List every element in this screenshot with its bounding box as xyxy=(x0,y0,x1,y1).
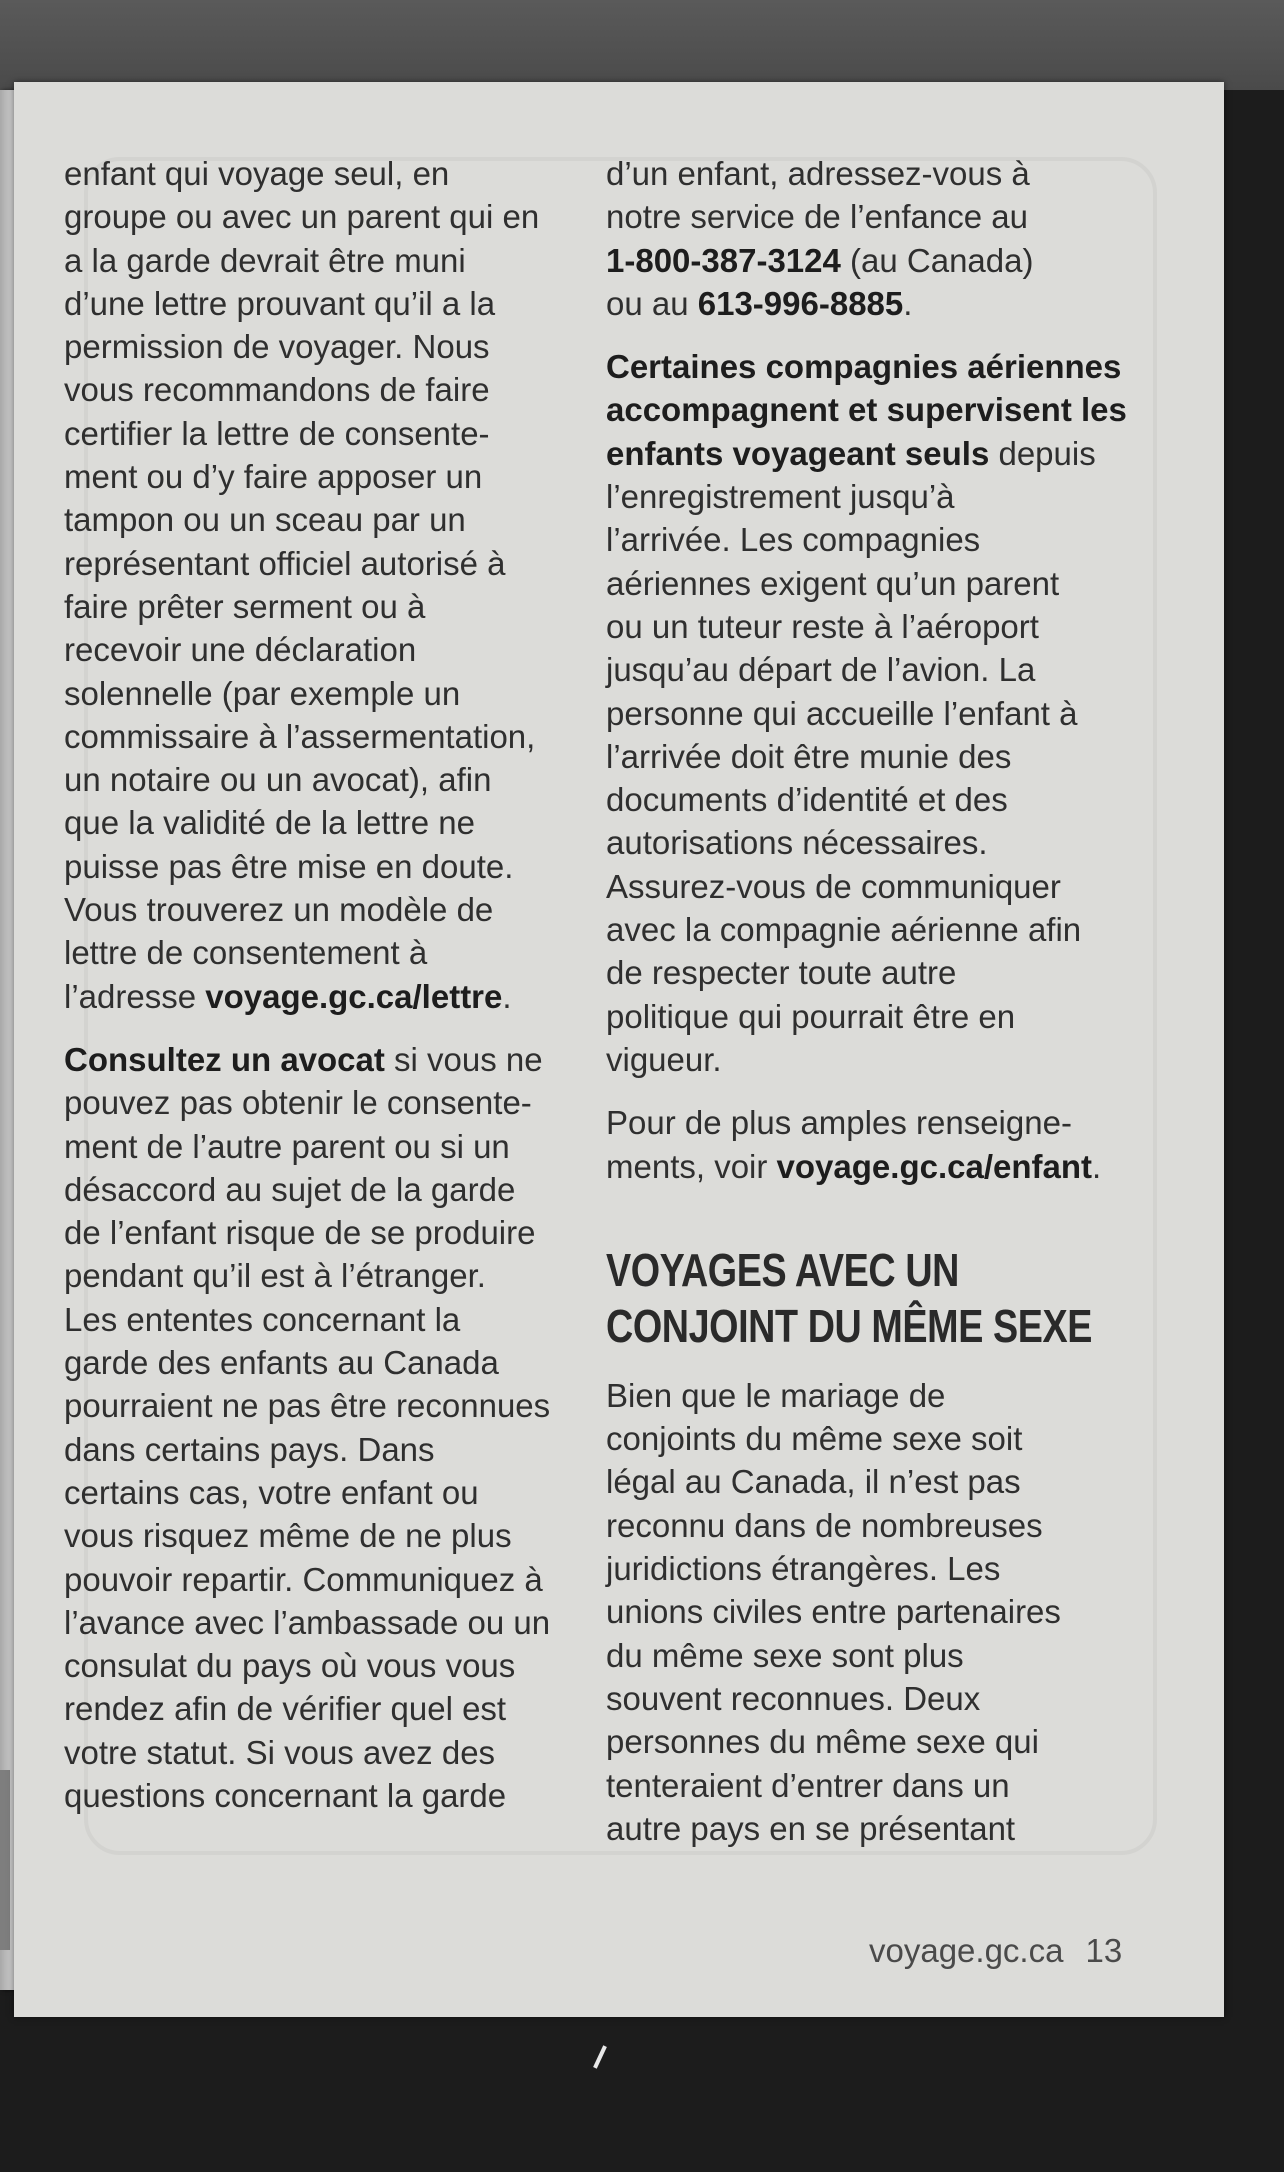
text-line: recevoir une déclaration xyxy=(64,631,417,669)
text-line: l’adresse xyxy=(64,977,206,1015)
punctuation: . xyxy=(502,977,512,1015)
section-heading xyxy=(606,1242,1172,1354)
text-line: de l’enfant risque de se produire xyxy=(64,1214,536,1252)
text-line: tenteraient d’entrer dans un xyxy=(606,1766,1010,1804)
same-sex-paragraph xyxy=(606,1374,1166,1850)
text-line: ou au xyxy=(606,284,698,322)
text-line: garde des enfants au Canada xyxy=(64,1344,499,1382)
text-line: enfant qui voyage seul, en xyxy=(64,155,450,192)
text-line: représentant officiel autorisé à xyxy=(64,544,506,582)
text-line: groupe ou avec un parent qui en xyxy=(64,198,540,236)
letter-link[interactable]: voyage.gc.ca/lettre xyxy=(205,977,503,1015)
text-line: ment de l’autre parent ou si un xyxy=(64,1127,510,1165)
text-line: Bien que le mariage de xyxy=(606,1376,946,1414)
text-line: faire prêter serment ou à xyxy=(64,587,426,625)
text-line: pendant qu’il est à l’étranger. xyxy=(64,1257,486,1295)
left-column xyxy=(64,152,609,1837)
child-link[interactable]: voyage.gc.ca/enfant xyxy=(776,1147,1092,1185)
heading-line: VOYAGES AVEC UN xyxy=(606,1243,959,1296)
text-line: légal au Canada, il n’est pas xyxy=(606,1463,1021,1501)
text-line: documents d’identité et des xyxy=(606,781,1008,819)
text-line: du même sexe sont plus xyxy=(606,1636,964,1674)
more-info-paragraph xyxy=(606,1101,1166,1188)
heading-line: CONJOINT DU MÊME SEXE xyxy=(606,1299,1093,1352)
right-column xyxy=(606,152,1166,1870)
text-line: que la validité de la lettre ne xyxy=(64,804,475,842)
text-line: l’arrivée. Les compagnies xyxy=(606,521,981,559)
airlines-bold-last: enfants voyageant seuls xyxy=(606,434,990,472)
page-number: 13 xyxy=(1085,1932,1123,1969)
text-line: Assurez-vous de communiquer xyxy=(606,867,1061,905)
page-footer xyxy=(869,1932,1122,1970)
punctuation: . xyxy=(903,284,913,322)
text-line: votre statut. Si vous avez des xyxy=(64,1733,496,1771)
backdrop-mark xyxy=(593,2045,607,2068)
text-line: vigueur. xyxy=(606,1040,722,1078)
text-line: d’une lettre prouvant qu’il a la xyxy=(64,284,496,322)
footer-site: voyage.gc.ca xyxy=(869,1932,1064,1969)
punctuation: . xyxy=(1092,1147,1102,1185)
airlines-paragraph xyxy=(606,345,1166,1081)
text-line: pouvez pas obtenir le consente- xyxy=(64,1084,532,1122)
text-line: autre pays en se présentant xyxy=(606,1809,1016,1847)
text-line: rendez afin de vérifier quel est xyxy=(64,1690,507,1728)
text-line: aériennes exigent qu’un parent xyxy=(606,564,1060,602)
text-line: avec la compagnie aérienne afin xyxy=(606,911,1082,949)
text-line: pourraient ne pas être reconnues xyxy=(64,1387,551,1425)
phone-canada: 1-800-387-3124 xyxy=(606,241,841,279)
child-service-paragraph xyxy=(606,152,1166,325)
text-line: questions concernant la garde xyxy=(64,1776,507,1814)
text-line: d’un enfant, adressez-vous à xyxy=(606,155,1030,192)
text-line: politique qui pourrait être en xyxy=(606,997,1016,1035)
text-line: ment ou d’y faire apposer un xyxy=(64,458,483,496)
text-line: un notaire ou un avocat), afin xyxy=(64,761,492,799)
text-line: depuis xyxy=(989,434,1096,472)
text-line: juridictions étrangères. Les xyxy=(606,1550,1001,1588)
text-line: unions civiles entre partenaires xyxy=(606,1593,1061,1631)
text-line: consulat du pays où vous vous xyxy=(64,1647,516,1685)
text-line: notre service de l’enfance au xyxy=(606,198,1028,236)
text-line: Vous trouverez un modèle de xyxy=(64,891,494,929)
text-line: a la garde devrait être muni xyxy=(64,241,466,279)
text-line: si vous ne xyxy=(384,1040,543,1078)
text-line: de respecter toute autre xyxy=(606,954,957,992)
text-line: certifier la lettre de consente- xyxy=(64,414,490,452)
text-line: Certaines compagnies aériennes xyxy=(606,348,1122,386)
lawyer-bold: Consultez un avocat xyxy=(64,1040,385,1078)
text-line: ments, voir xyxy=(606,1147,777,1185)
text-line: lettre de consentement à xyxy=(64,934,428,972)
text-line: dans certains pays. Dans xyxy=(64,1430,435,1468)
text-line: reconnu dans de nombreuses xyxy=(606,1506,1043,1544)
text-line: personne qui accueille l’enfant à xyxy=(606,694,1078,732)
text-line: solennelle (par exemple un xyxy=(64,674,461,712)
text-line: l’avance avec l’ambassade ou un xyxy=(64,1603,551,1641)
text-line: ou un tuteur reste à l’aéroport xyxy=(606,607,1039,645)
text-line: (au Canada) xyxy=(840,241,1034,279)
text-line: permission de voyager. Nous xyxy=(64,328,490,366)
lawyer-paragraph xyxy=(64,1038,609,1817)
text-line: l’enregistrement jusqu’à xyxy=(606,478,955,516)
text-line: Les ententes concernant la xyxy=(64,1300,461,1338)
text-line: Pour de plus amples renseigne- xyxy=(606,1104,1072,1142)
text-line: l’arrivée doit être munie des xyxy=(606,737,1012,775)
text-line: puisse pas être mise en doute. xyxy=(64,847,514,885)
text-line: souvent reconnues. Deux xyxy=(606,1679,981,1717)
text-line: vous recommandons de faire xyxy=(64,371,490,409)
text-line: accompagnent et supervisent les xyxy=(606,391,1127,429)
text-line: certains cas, votre enfant ou xyxy=(64,1473,479,1511)
text-line: désaccord au sujet de la garde xyxy=(64,1170,516,1208)
text-line: vous risquez même de ne plus xyxy=(64,1517,512,1555)
consent-letter-paragraph xyxy=(64,152,609,1018)
backdrop xyxy=(0,0,1284,90)
text-line: autorisations nécessaires. xyxy=(606,824,988,862)
text-line: conjoints du même sexe soit xyxy=(606,1420,1023,1458)
text-line: personnes du même sexe qui xyxy=(606,1723,1039,1761)
text-line: pouvoir repartir. Communiquez à xyxy=(64,1560,543,1598)
text-line: tampon ou un sceau par un xyxy=(64,501,466,539)
text-line: jusqu’au départ de l’avion. La xyxy=(606,651,1036,689)
booklet-page xyxy=(14,82,1224,2017)
phone-international: 613-996-8885 xyxy=(697,284,904,322)
text-line: commissaire à l’assermentation, xyxy=(64,717,536,755)
